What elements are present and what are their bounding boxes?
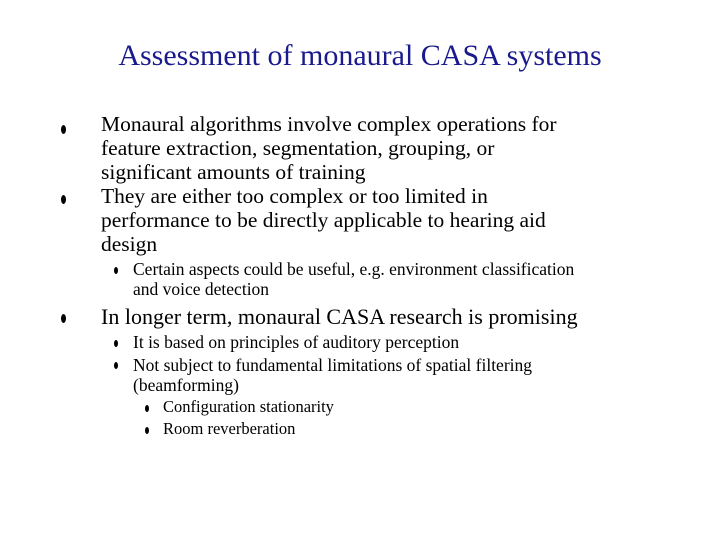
bullet-line: In longer term, monaural CASA research is promising [101, 304, 578, 329]
bullet-line: It is based on principles of auditory perception [133, 332, 460, 352]
bullet-line: feature extraction, segmentation, grouping, or [101, 136, 495, 160]
bullet-line: Monaural algorithms involve complex operations for [101, 112, 557, 136]
bullet-dot-icon [61, 125, 66, 134]
bullet-dot-icon [114, 267, 118, 274]
bullet-line: They are either too complex or too limited in [101, 184, 488, 208]
bullet-line: (beamforming) [133, 375, 239, 395]
bullet-text [133, 332, 459, 352]
bullet-text [101, 184, 546, 256]
bullet-line: design [101, 232, 158, 256]
bullet-line: Certain aspects could be useful, e.g. environment classification [133, 259, 575, 279]
bullet-text [163, 396, 334, 418]
bullet-text [163, 418, 295, 440]
slide-title: Assessment of monaural CASA systems [118, 39, 602, 72]
bullet-dot-icon [61, 195, 66, 204]
bullet-text [101, 305, 578, 329]
bullet-line: Room reverberation [163, 419, 296, 438]
bullet-text [101, 112, 557, 184]
bullet-line: performance to be directly applicable to hearing aid [101, 208, 546, 232]
bullet-text [133, 355, 532, 395]
bullet-text [133, 259, 574, 299]
bullet-line: Configuration stationarity [163, 397, 334, 416]
bullet-line: Not subject to fundamental limitations of spatial filtering [133, 355, 533, 375]
bullet-dot-icon [114, 340, 118, 347]
bullet-dot-icon [145, 405, 149, 412]
bullet-dot-icon [114, 362, 118, 369]
bullet-line: significant amounts of training [101, 160, 366, 184]
bullet-dot-icon [61, 314, 66, 323]
bullet-line: and voice detection [133, 279, 270, 299]
bullet-dot-icon [145, 427, 149, 434]
